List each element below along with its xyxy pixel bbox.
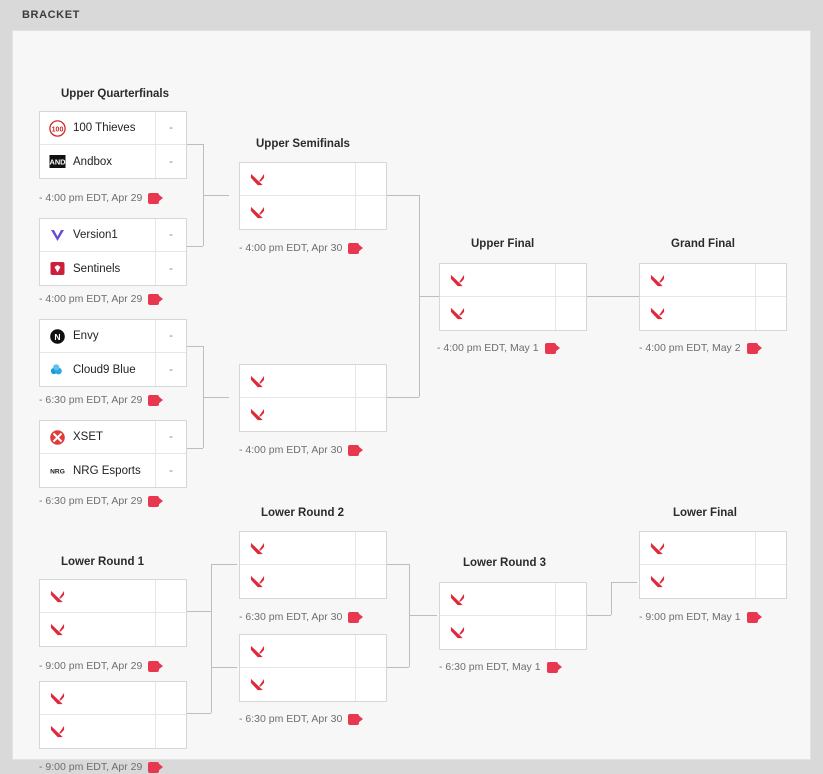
team-score: - (155, 353, 186, 386)
team-cell (40, 429, 155, 446)
match-row[interactable] (40, 219, 186, 252)
andbox-logo (49, 153, 66, 170)
match-meta-lower-r1-b (39, 761, 163, 773)
team-score (355, 398, 386, 431)
video-icon[interactable] (148, 193, 163, 204)
team-score (355, 532, 386, 564)
100t-logo (49, 120, 66, 137)
match-row[interactable] (40, 580, 186, 613)
team-cell (40, 723, 155, 740)
match-lower-r3[interactable] (439, 582, 587, 650)
nrg-logo (49, 462, 66, 479)
valorant-logo (449, 591, 466, 608)
bracket-panel (12, 30, 811, 773)
connector (581, 296, 641, 297)
match-time: - 9:00 pm EDT, May 1 (639, 611, 741, 623)
match-meta-upper-sf-2 (239, 444, 363, 456)
match-meta-lower-r2-a (239, 611, 363, 623)
match-meta-lower-r1-a (39, 660, 163, 672)
team-cell (40, 120, 155, 137)
team-score: - (155, 421, 186, 453)
team-score: - (155, 112, 186, 144)
team-score: - (155, 320, 186, 352)
connector (203, 397, 229, 398)
team-cell (240, 643, 355, 660)
team-cell (240, 171, 355, 188)
video-icon[interactable] (148, 395, 163, 406)
team-score (555, 297, 586, 330)
match-time: - 9:00 pm EDT, Apr 29 (39, 660, 143, 672)
match-row[interactable] (240, 196, 386, 229)
match-lower-r2-b[interactable] (239, 634, 387, 702)
connector (211, 564, 212, 713)
valorant-logo (249, 171, 266, 188)
team-cell (240, 406, 355, 423)
stage-title-grand-final: Grand Final (671, 238, 735, 250)
valorant-logo (649, 540, 666, 557)
valorant-logo (649, 305, 666, 322)
match-upper-qf-1[interactable] (39, 111, 187, 179)
match-upper-qf-2[interactable] (39, 218, 187, 286)
valorant-logo (449, 305, 466, 322)
team-cell (240, 676, 355, 693)
video-icon[interactable] (348, 243, 363, 254)
stage-title-lower-final: Lower Final (673, 507, 737, 519)
team-cell (440, 624, 555, 641)
match-time: - 4:00 pm EDT, Apr 30 (239, 242, 343, 254)
match-lower-r2-a[interactable] (239, 531, 387, 599)
match-meta-upper-qf-2 (39, 293, 163, 305)
connector (611, 582, 612, 615)
team-score (155, 715, 186, 748)
team-cell (40, 227, 155, 244)
team-score (355, 565, 386, 598)
match-upper-final[interactable] (439, 263, 587, 331)
team-name: Sentinels (73, 262, 121, 275)
valorant-logo (649, 573, 666, 590)
team-score (355, 635, 386, 667)
stage-title-lower-round-2: Lower Round 2 (261, 507, 345, 519)
team-score (355, 163, 386, 195)
team-name: Cloud9 Blue (73, 363, 136, 376)
page-title: BRACKET (22, 9, 80, 21)
svg-text:N: N (54, 331, 61, 342)
match-row[interactable] (440, 583, 586, 616)
team-cell (40, 328, 155, 345)
match-meta-grand-final (639, 342, 762, 354)
valorant-logo (249, 676, 266, 693)
video-icon[interactable] (348, 714, 363, 725)
connector (183, 713, 211, 714)
match-grand-final[interactable] (639, 263, 787, 331)
valorant-logo (249, 406, 266, 423)
match-row[interactable] (240, 635, 386, 668)
valorant-logo (449, 272, 466, 289)
connector (211, 564, 237, 565)
match-row[interactable] (640, 565, 786, 598)
team-cell (440, 272, 555, 289)
match-time: - 4:00 pm EDT, May 1 (437, 342, 539, 354)
match-row[interactable] (40, 112, 186, 145)
team-score (155, 682, 186, 714)
svg-text:100: 100 (51, 125, 64, 133)
video-icon[interactable] (348, 445, 363, 456)
match-row[interactable] (40, 320, 186, 353)
match-time: - 6:30 pm EDT, May 1 (439, 661, 541, 673)
team-cell (40, 462, 155, 479)
connector (211, 667, 237, 668)
match-row[interactable] (240, 163, 386, 196)
team-score (155, 613, 186, 646)
team-cell (640, 573, 755, 590)
match-lower-r1-b[interactable] (39, 681, 187, 749)
match-row[interactable] (240, 565, 386, 598)
team-score (755, 264, 786, 296)
team-score (355, 365, 386, 397)
team-score (755, 565, 786, 598)
team-name: 100 Thieves (73, 122, 136, 134)
match-upper-qf-4[interactable] (39, 420, 187, 488)
match-upper-sf-2[interactable] (239, 364, 387, 432)
video-icon[interactable] (348, 612, 363, 623)
team-name: XSET (73, 431, 104, 443)
valorant-logo (449, 624, 466, 641)
match-lower-r1-a[interactable] (39, 579, 187, 647)
connector (409, 615, 437, 616)
team-score: - (155, 252, 186, 285)
team-score (355, 196, 386, 229)
match-row[interactable] (40, 454, 186, 487)
xset-logo (49, 429, 66, 446)
team-score: - (155, 145, 186, 178)
stage-title-lower-round-3: Lower Round 3 (463, 557, 547, 569)
svg-text:AND: AND (49, 157, 66, 167)
match-lower-final[interactable] (639, 531, 787, 599)
valorant-logo (49, 723, 66, 740)
match-meta-lower-r2-b (239, 713, 363, 725)
team-score (555, 583, 586, 615)
match-row[interactable] (240, 398, 386, 431)
video-icon[interactable] (148, 496, 163, 507)
match-row[interactable] (40, 682, 186, 715)
match-row[interactable] (40, 353, 186, 386)
match-meta-upper-qf-3 (39, 394, 163, 406)
valorant-logo (49, 621, 66, 638)
team-cell (640, 272, 755, 289)
match-row[interactable] (240, 532, 386, 565)
team-score (355, 668, 386, 701)
match-time: - 6:30 pm EDT, Apr 30 (239, 713, 343, 725)
team-cell (240, 373, 355, 390)
team-name: Envy (73, 330, 99, 342)
team-score (755, 532, 786, 564)
video-icon[interactable] (148, 661, 163, 672)
match-row[interactable] (40, 145, 186, 178)
stage-title-upper-final: Upper Final (471, 238, 535, 250)
match-row[interactable] (240, 668, 386, 701)
match-time: - 6:30 pm EDT, Apr 29 (39, 394, 143, 406)
valorant-logo (249, 540, 266, 557)
team-cell (640, 305, 755, 322)
match-row[interactable] (440, 616, 586, 649)
team-cell (40, 153, 155, 170)
video-icon[interactable] (547, 662, 562, 673)
version1-logo (49, 227, 66, 244)
match-row[interactable] (640, 532, 786, 565)
team-cell (40, 260, 155, 277)
connector (183, 611, 211, 612)
video-icon[interactable] (747, 343, 762, 354)
match-meta-upper-qf-1 (39, 192, 163, 204)
team-cell (440, 305, 555, 322)
video-icon[interactable] (545, 343, 560, 354)
team-cell (240, 204, 355, 221)
team-cell (640, 540, 755, 557)
sentinels-logo (49, 260, 66, 277)
team-score (155, 580, 186, 612)
svg-text:NRG: NRG (50, 468, 65, 476)
valorant-logo (249, 204, 266, 221)
match-row[interactable] (40, 715, 186, 748)
match-row[interactable] (40, 252, 186, 285)
team-cell (40, 361, 155, 378)
valorant-logo (649, 272, 666, 289)
match-row[interactable] (640, 297, 786, 330)
team-cell (240, 573, 355, 590)
valorant-logo (49, 690, 66, 707)
team-name: Andbox (73, 155, 113, 168)
match-row[interactable] (40, 421, 186, 454)
team-score: - (155, 454, 186, 487)
team-cell (40, 588, 155, 605)
connector (611, 582, 637, 583)
team-cell (440, 591, 555, 608)
connector (203, 195, 229, 196)
match-row[interactable] (240, 365, 386, 398)
match-meta-lower-final (639, 611, 762, 623)
video-icon[interactable] (148, 294, 163, 305)
envy-logo (49, 328, 66, 345)
match-time: - 4:00 pm EDT, Apr 29 (39, 293, 143, 305)
match-upper-qf-3[interactable] (39, 319, 187, 387)
match-row[interactable] (640, 264, 786, 297)
match-row[interactable] (440, 264, 586, 297)
team-name: NRG Esports (73, 464, 141, 477)
match-time: - 9:00 pm EDT, Apr 29 (39, 761, 143, 773)
match-time: - 6:30 pm EDT, Apr 29 (39, 495, 143, 507)
team-score (755, 297, 786, 330)
match-row[interactable] (40, 613, 186, 646)
match-meta-lower-r3 (439, 661, 562, 673)
match-time: - 4:00 pm EDT, Apr 30 (239, 444, 343, 456)
valorant-logo (249, 643, 266, 660)
match-time: - 4:00 pm EDT, Apr 29 (39, 192, 143, 204)
video-icon[interactable] (747, 612, 762, 623)
stage-title-lower-round-1: Lower Round 1 (61, 556, 145, 568)
match-meta-upper-sf-1 (239, 242, 363, 254)
team-cell (40, 690, 155, 707)
team-score: - (155, 219, 186, 251)
valorant-logo (249, 373, 266, 390)
team-cell (40, 621, 155, 638)
team-score (555, 264, 586, 296)
team-score (555, 616, 586, 649)
valorant-logo (49, 588, 66, 605)
match-meta-upper-qf-4 (39, 495, 163, 507)
match-upper-sf-1[interactable] (239, 162, 387, 230)
stage-title-upper-semifinals: Upper Semifinals (256, 138, 350, 150)
team-name: Version1 (73, 229, 118, 241)
cloud9-logo (49, 361, 66, 378)
stage-title-upper-quarterfinals: Upper Quarterfinals (61, 88, 169, 100)
match-time: - 6:30 pm EDT, Apr 30 (239, 611, 343, 623)
valorant-logo (249, 573, 266, 590)
video-icon[interactable] (148, 762, 163, 773)
team-cell (240, 540, 355, 557)
match-row[interactable] (440, 297, 586, 330)
match-meta-upper-final (437, 342, 560, 354)
match-time: - 4:00 pm EDT, May 2 (639, 342, 741, 354)
